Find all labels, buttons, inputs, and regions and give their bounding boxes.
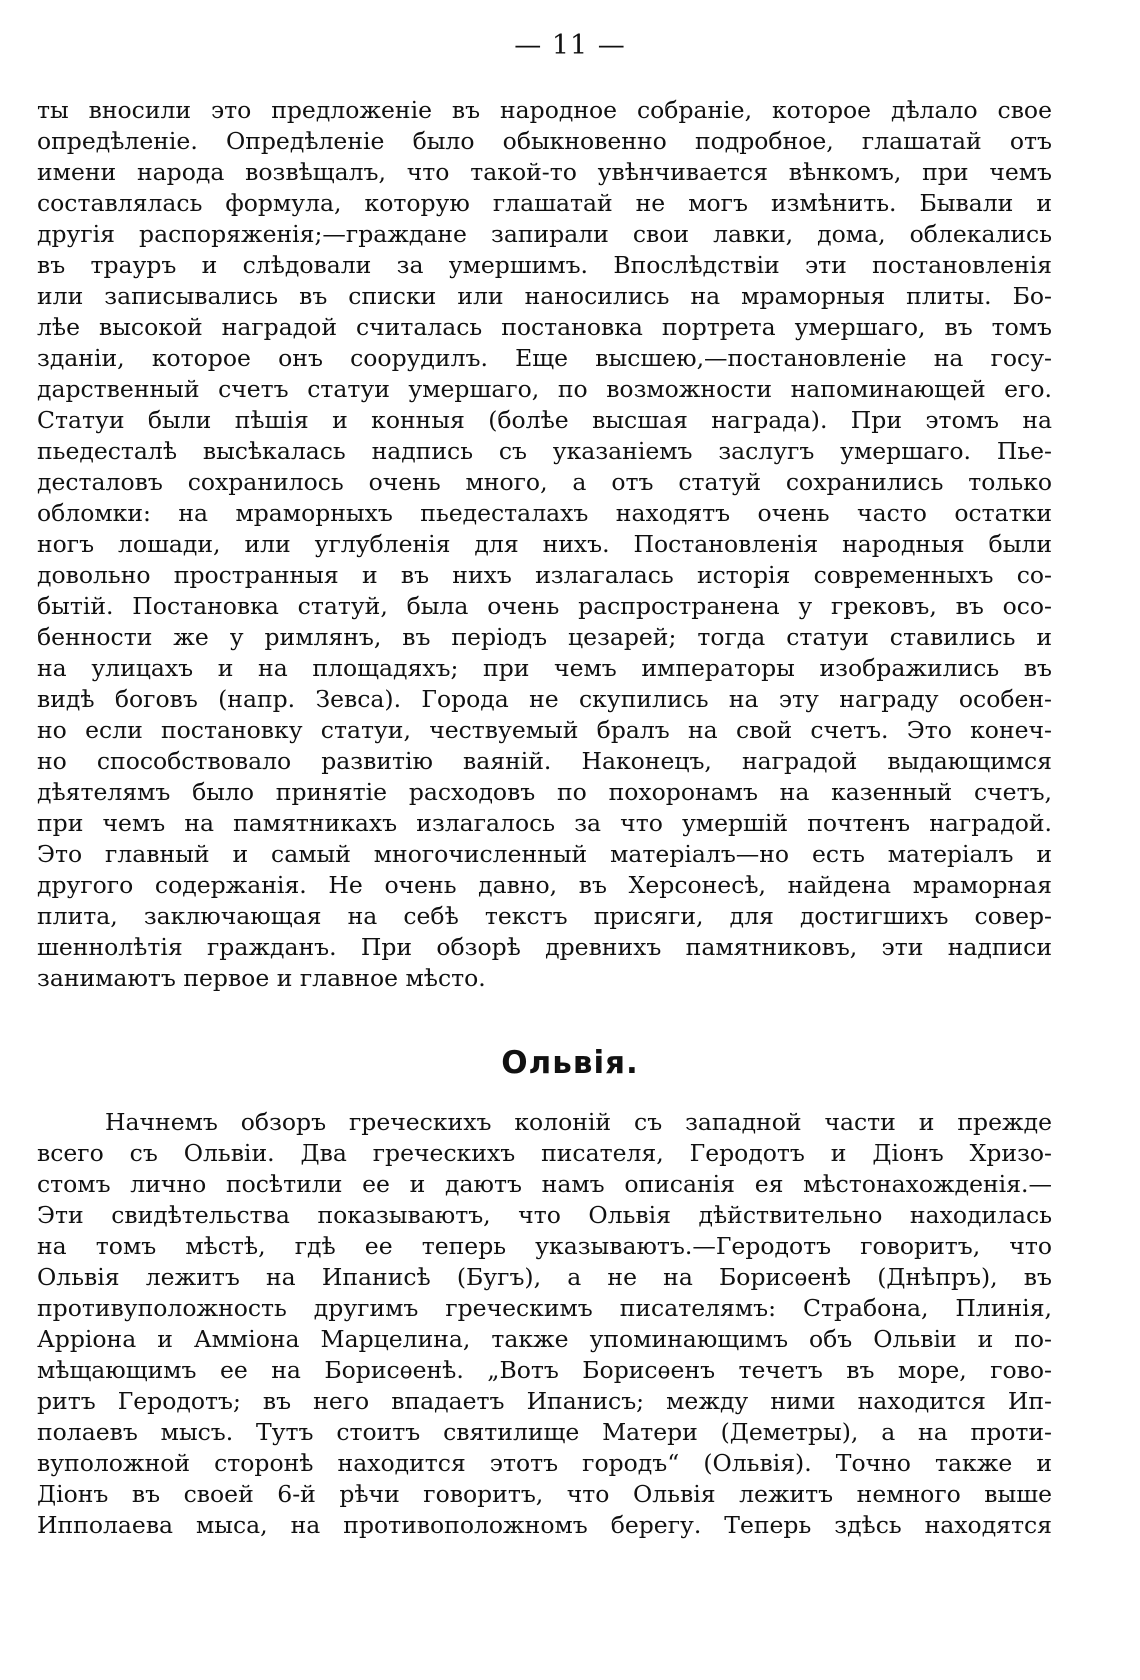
text-line: при чемъ на памятникахъ излагалось за что умершій почтенъ наградой. <box>37 809 1052 837</box>
text-line: Это главный и самый многочисленный матеріалъ—но есть матеріалъ и <box>37 840 1052 868</box>
text-line: Ипполаева мыса, на противоположномъ берегу. Теперь здѣсь находятся <box>37 1511 1052 1539</box>
text-line: плита, заключающая на себѣ текстъ присяги, для достигшихъ совер- <box>37 902 1052 930</box>
text-line: Эти свидѣтельства показываютъ, что Ольвія дѣйствительно находилась <box>37 1201 1052 1229</box>
text-line: обломки: на мраморныхъ пьедесталахъ находятъ очень часто остатки <box>37 499 1052 527</box>
text-line: всего съ Ольвіи. Два греческихъ писателя, Геродотъ и Діонъ Хризо- <box>37 1139 1052 1167</box>
paragraph-olbia <box>37 1107 1052 1541</box>
text-line: довольно пространныя и въ нихъ излагалась исторія современныхъ со- <box>37 561 1052 589</box>
text-line: стомъ лично посѣтили ее и даютъ намъ описанія ея мѣстонахожденія.— <box>37 1170 1052 1198</box>
text-line: Арріона и Амміона Марцелина, также упоминающимъ объ Ольвіи и по- <box>37 1325 1052 1353</box>
text-line: но способствовало развитію ваяній. Наконецъ, наградой выдающимся <box>37 747 1052 775</box>
text-line: составлялась формула, которую глашатай не могъ измѣнить. Бывали и <box>37 189 1052 217</box>
text-line: ритъ Геродотъ; въ него впадаетъ Ипанисъ; между ними находится Ип- <box>37 1387 1052 1415</box>
text-line: дѣятелямъ было принятіе расходовъ по похоронамъ на казенный счетъ, <box>37 778 1052 806</box>
text-line: шеннолѣтія гражданъ. При обзорѣ древнихъ памятниковъ, эти надписи <box>37 933 1052 961</box>
text-line: на томъ мѣстѣ, гдѣ ее теперь указываютъ.—Геродотъ говоритъ, что <box>37 1232 1052 1260</box>
text-line: дарственный счетъ статуи умершаго, по возможности напоминающей его. <box>37 375 1052 403</box>
text-line: Діонъ въ своей 6-й рѣчи говоритъ, что Ольвія лежитъ немного выше <box>37 1480 1052 1508</box>
text-line: или записывались въ списки или наносились на мраморныя плиты. Бо- <box>37 282 1052 310</box>
text-line: опредѣленіе. Опредѣленіе было обыкновенно подробное, глашатай отъ <box>37 127 1052 155</box>
text-line: ты вносили это предложеніе въ народное собраніе, которое дѣлало свое <box>37 96 1052 124</box>
section-title: Ольвія. <box>501 1045 639 1081</box>
page-number: — 11 — <box>514 30 626 61</box>
text-line: Ольвія лежитъ на Ипанисѣ (Бугъ), а не на Борисѳенѣ (Днѣпръ), въ <box>37 1263 1052 1291</box>
paragraph-honors <box>37 95 1052 994</box>
text-line: другого содержанія. Не очень давно, въ Херсонесѣ, найдена мраморная <box>37 871 1052 899</box>
text-line: противуположность другимъ греческимъ писателямъ: Страбона, Плинія, <box>37 1294 1052 1322</box>
text-line: зданіи, которое онъ соорудилъ. Еще высшею,—постановленіе на госу- <box>37 344 1052 372</box>
text-line: пьедесталѣ высѣкалась надпись съ указаніемъ заслугъ умершаго. Пье- <box>37 437 1052 465</box>
text-line: занимаютъ первое и главное мѣсто. <box>37 964 486 992</box>
text-line: имени народа возвѣщалъ, что такой-то увѣнчивается вѣнкомъ, при чемъ <box>37 158 1052 186</box>
text-line: бенности же у римлянъ, въ періодъ цезарей; тогда статуи ставились и <box>37 623 1052 651</box>
text-line: но если постановку статуи, чествуемый бралъ на свой счетъ. Это конеч- <box>37 716 1052 744</box>
text-line: лѣе высокой наградой считалась постановка портрета умершаго, въ томъ <box>37 313 1052 341</box>
text-line: другія распоряженія;—граждане запирали свои лавки, дома, облекались <box>37 220 1052 248</box>
text-line: полаевъ мысъ. Тутъ стоитъ святилище Матери (Деметры), а на проти- <box>37 1418 1052 1446</box>
text-line: Начнемъ обзоръ греческихъ колоній съ западной части и прежде <box>105 1108 1052 1136</box>
text-line: въ трауръ и слѣдовали за умершимъ. Впослѣдствіи эти постановленія <box>37 251 1052 279</box>
text-line: вуположной сторонѣ находится этотъ городъ“ (Ольвія). Точно также и <box>37 1449 1052 1477</box>
text-line: на улицахъ и на площадяхъ; при чемъ императоры изображились въ <box>37 654 1052 682</box>
text-line: видѣ боговъ (напр. Зевса). Города не скупились на эту награду особен- <box>37 685 1052 713</box>
text-line: мѣщающимъ ее на Борисѳенѣ. „Вотъ Борисѳенъ течетъ въ море, гово- <box>37 1356 1052 1384</box>
text-line: десталовъ сохранилось очень много, а отъ статуй сохранились только <box>37 468 1052 496</box>
text-line: Статуи были пѣшія и конныя (болѣе высшая награда). При этомъ на <box>37 406 1052 434</box>
text-line: ногъ лошади, или углубленія для нихъ. Постановленія народныя были <box>37 530 1052 558</box>
text-line: бытій. Постановка статуй, была очень распространена у грековъ, въ осо- <box>37 592 1052 620</box>
